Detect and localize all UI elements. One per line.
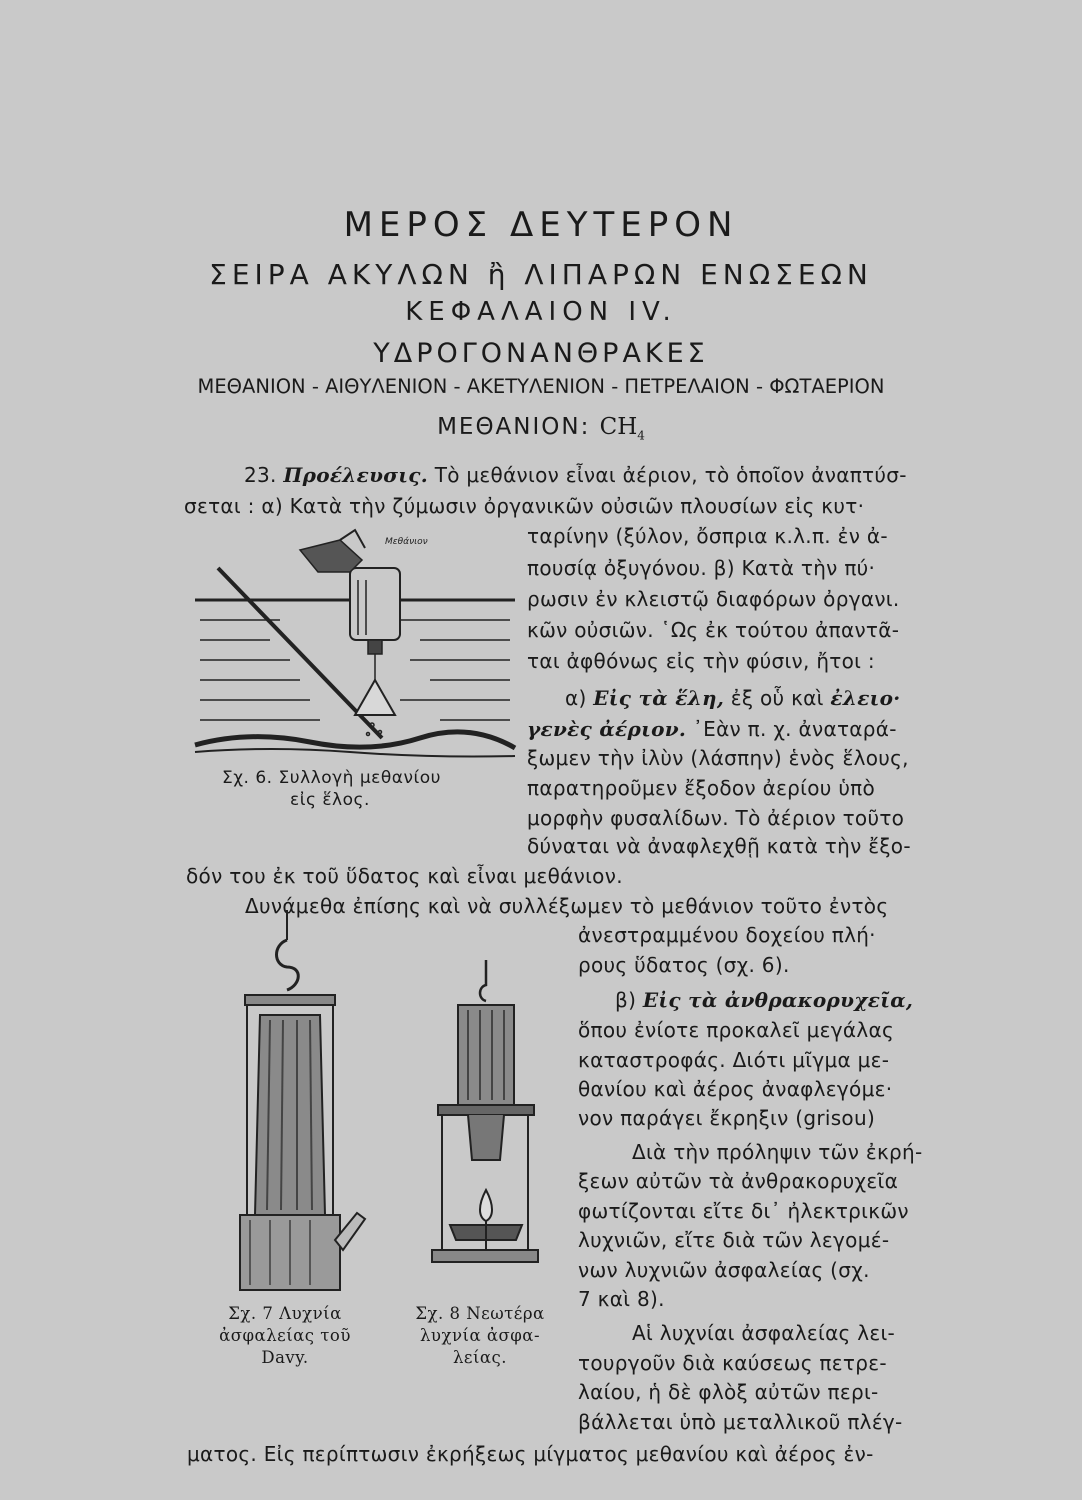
- text-line: τουργοῦν διὰ καύσεως πετρε-: [578, 1351, 887, 1375]
- text-line: φωτίζονται εἴτε δι᾿ ἠλεκτρικῶν: [578, 1199, 909, 1223]
- text-line: ὅπου ἐνίοτε προκαλεῖ μεγάλας: [578, 1018, 895, 1042]
- text-line: 7 καὶ 8).: [578, 1287, 665, 1311]
- text-line: Δυνάμεθα ἐπίσης καὶ νὰ συλλέξωμεν τὸ μεθάνιον τοῦτο ἐντὸς: [245, 894, 889, 918]
- text-line: βάλλεται ὑπὸ μεταλλικοῦ πλέγ-: [578, 1410, 903, 1434]
- subtopics-list: ΜΕΘΑΝΙΟΝ - ΑΙΘΥΛΕΝΙΟΝ - ΑΚΕΤΥΛΕΝΙΟΝ - ΠΕΤΡΕΛΑΙΟΝ - ΦΩΤΑΕΡΙΟΝ: [197, 375, 885, 398]
- text-line: καταστροφάς. Διότι μῖγμα με-: [578, 1048, 890, 1072]
- section-number: 23.: [244, 463, 277, 487]
- text-line: παρατηροῦμεν ἔξοδον ἀερίου ὑπὸ: [527, 776, 876, 800]
- text-line: ταρίνην (ξύλον, ὄσπρια κ.λ.π. ἐν ἀ-: [527, 524, 888, 548]
- part-heading: ΜΕΡΟΣ ΔΕΥΤΕΡΟΝ: [343, 205, 739, 245]
- text-line: ρους ὕδατος (σχ. 6).: [578, 953, 790, 977]
- text-line: ματος. Εἰς περίπτωσιν ἐκρήξεως μίγματος μεθανίου καὶ ἀέρος ἐν-: [187, 1442, 874, 1466]
- text-line: α) Εἰς τὰ ἕλη, ἐξ οὗ καὶ ἐλειο·: [565, 686, 901, 710]
- text-line: λυχνιῶν, εἴτε διὰ τῶν λεγομέ-: [578, 1228, 890, 1252]
- davy-lamp-illustration: [225, 905, 375, 1300]
- text-line: ξεων αὐτῶν τὰ ἀνθρακορυχεῖα: [578, 1169, 899, 1193]
- text-line: ρωσιν ἐν κλειστῷ διαφόρων ὀργανι.: [527, 587, 900, 611]
- text-line: γενὲς ἀέριον. ᾿Εὰν π. χ. ἀναταρά-: [527, 717, 897, 741]
- series-heading: ΣΕΙΡΑ ΑΚΥΛΩΝ ἢ ΛΙΠΑΡΩΝ ΕΝΩΣΕΩΝ: [209, 258, 873, 291]
- text-line: ξωμεν τὴν ἰλὺν (λάσπην) ἑνὸς ἕλους,: [527, 746, 909, 770]
- chapter-heading: ΚΕΦΑΛΑΙΟΝ IV.: [405, 297, 677, 327]
- methane-formula: $CH_4$: [599, 414, 645, 443]
- text-line: Αἱ λυχνίαι ἀσφαλείας λει-: [632, 1321, 896, 1345]
- text-line: λαίου, ἡ δὲ φλὸξ αὐτῶν περι-: [578, 1380, 879, 1404]
- fig7-caption: Σχ. 7 Λυχνία ἀσφαλείας τοῦ Davy.: [219, 1304, 351, 1367]
- section-title: Προέλευσις.: [283, 463, 429, 487]
- modern-safety-lamp-illustration: [420, 955, 540, 1285]
- text-line: νων λυχνιῶν ἀσφαλείας (σχ.: [578, 1258, 870, 1282]
- text-line: β) Εἰς τὰ ἀνθρακορυχεῖα,: [615, 988, 914, 1012]
- methane-collection-illustration: [190, 520, 520, 770]
- text-line: ἀνεστραμμένου δοχείου πλή·: [578, 923, 876, 947]
- topic-heading: ΥΔΡΟΓΟΝΑΝΘΡΑΚΕΣ: [373, 338, 709, 369]
- text-line: 23. Προέλευσις. Τὸ μεθάνιον εἶναι ἀέριον, τὸ ὁποῖον ἀναπτύσ-: [244, 463, 907, 487]
- text-line: μορφὴν φυσαλίδων. Τὸ ἀέριον τοῦτο: [527, 806, 905, 830]
- text-line: σεται : α) Κατὰ τὴν ζύμωσιν ὀργανικῶν οὐσιῶν πλουσίων εἰς κυτ·: [184, 494, 865, 518]
- text-line: δύναται νὰ ἀναφλεχθῇ κατὰ τὴν ἔξο-: [527, 834, 911, 858]
- text-line: θανίου καὶ ἀέρος ἀναφλεγόμε·: [578, 1077, 893, 1101]
- text-line: δόν του ἐκ τοῦ ὕδατος καὶ εἶναι μεθάνιον.: [186, 864, 623, 888]
- fig6-caption: Σχ. 6. Συλλογὴ μεθανίου εἰς ἕλος.: [222, 768, 441, 810]
- text-line: κῶν οὐσιῶν. ῾Ως ἐκ τούτου ἀπαντᾶ-: [527, 618, 900, 642]
- text-line: Διὰ τὴν πρόληψιν τῶν ἐκρή-: [632, 1140, 923, 1164]
- methane-heading: [0, 414, 1082, 443]
- methane-label: Μεθάνιον: [385, 537, 428, 547]
- text-line: πουσίᾳ ὀξυγόνου. β) Κατὰ τὴν πύ·: [527, 556, 876, 580]
- fig8-caption: Σχ. 8 Νεωτέρα λυχνία ἀσφα- λείας.: [415, 1304, 545, 1367]
- text-line: ται ἀφθόνως εἰς τὴν φύσιν, ἤτοι :: [527, 649, 875, 673]
- text-line: νον παράγει ἔκρηξιν (grisou): [578, 1106, 876, 1130]
- methane-label: ΜΕΘΑΝΙΟΝ:: [437, 414, 591, 440]
